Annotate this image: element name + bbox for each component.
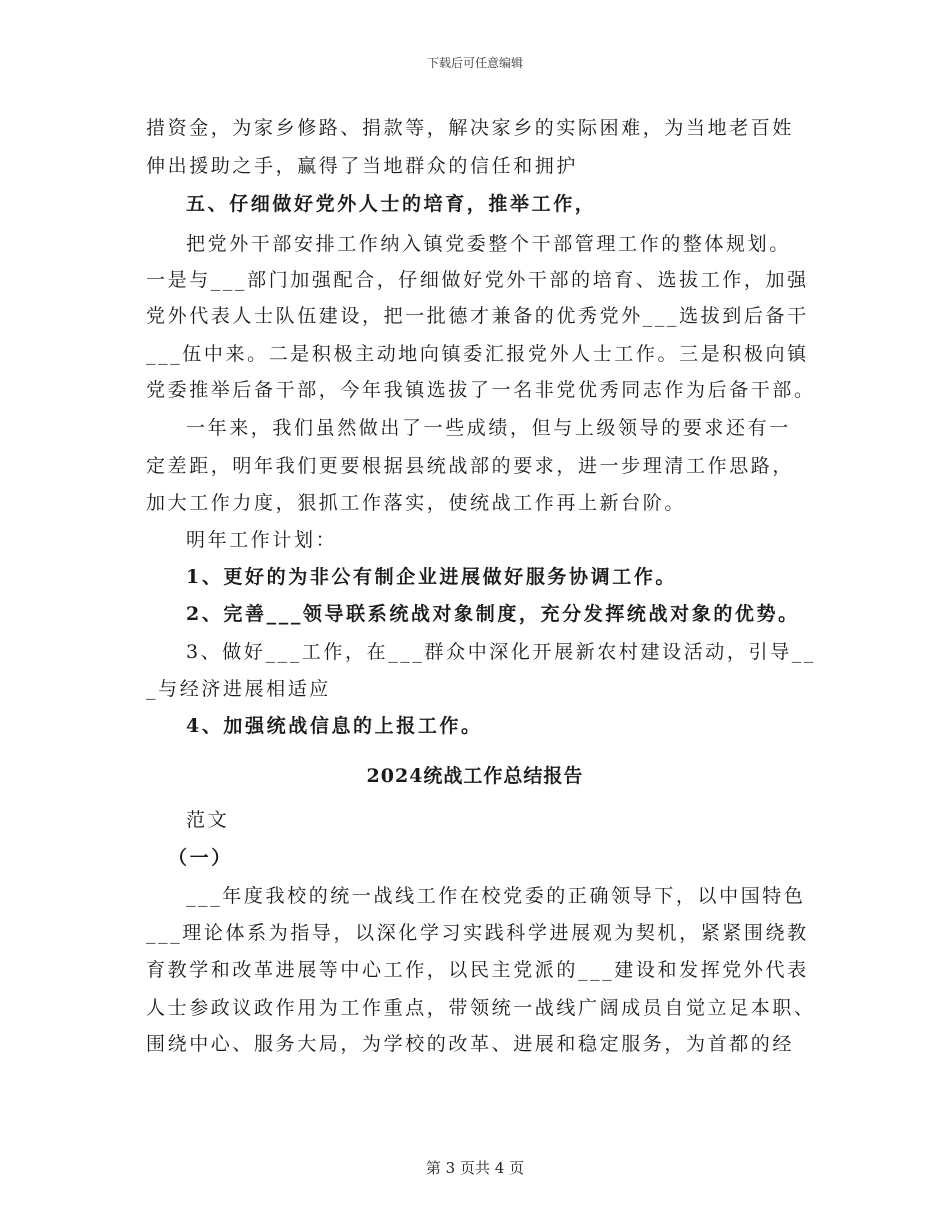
body-line: 育教学和改革进展等中心工作，以民主党派的___建设和发挥党外代表 [146,959,809,981]
body-line: 加大工作力度，狠抓工作落实，使统战工作再上新台阶。 [146,492,687,514]
document-title: 2024统战工作总结报告 [366,765,584,787]
section-number: （一） [168,847,233,869]
body-line: 措资金，为家乡修路、捐款等，解决家乡的实际困难，为当地老百姓 [146,117,795,139]
plan-item-4: 4、加强统战信息的上报工作。 [186,715,483,737]
body-line: 围绕中心、服务大局，为学校的改革、进展和稳定服务，为首都的经 [146,1033,795,1055]
body-line: ___伍中来。二是积极主动地向镇委汇报党外人士工作。三是积极向镇 [146,343,809,365]
plan-item-3: 3、做好___工作，在___群众中深化开展新农村建设活动，引导__ [186,641,816,663]
plan-item-2: 2、完善___领导联系统战对象制度，充分发挥统战对象的优势。 [186,603,800,625]
body-line: 明年工作计划： [186,529,338,551]
body-line: 定差距，明年我们更要根据县统战部的要求，进一步理清工作思路， [146,455,795,477]
body-line: 把党外干部安排工作纳入镇党委整个干部管理工作的整体规划。 [186,233,791,255]
plan-item-1: 1、更好的为非公有制企业进展做好服务协调工作。 [186,566,678,588]
body-line: _与经济进展相适应 [146,678,331,700]
body-line: 伸出援助之手，赢得了当地群众的信任和拥护 [146,155,579,177]
page-footer: 第 3 页共 4 页 [425,1159,525,1177]
body-line: ___理论体系为指导，以深化学习实践科学进展观为契机，紧紧围绕教 [146,922,809,944]
body-line: 一是与___部门加强配合，仔细做好党外干部的培育、选拔工作，加强 [146,269,809,291]
body-line: 党委推举后备干部，今年我镇选拔了一名非党优秀同志作为后备干部。 [146,379,816,401]
body-line: 人士参政议政作用为工作重点，带领统一战线广阔成员自觉立足本职、 [146,997,816,1019]
page-header: 下载后可任意编辑 [426,56,523,70]
body-line: ___年度我校的统一战线工作在校党委的正确领导下，以中国特色 [186,885,806,907]
body-line: 一年来，我们虽然做出了一些成绩，但与上级领导的要求还有一 [186,417,791,439]
subtitle-label: 范文 [186,809,230,831]
body-line: 党外代表人士队伍建设，把一批德才兼备的优秀党外___选拔到后备干 [146,305,809,327]
section-heading: 五、仔细做好党外人士的培育，推举工作， [186,193,597,215]
